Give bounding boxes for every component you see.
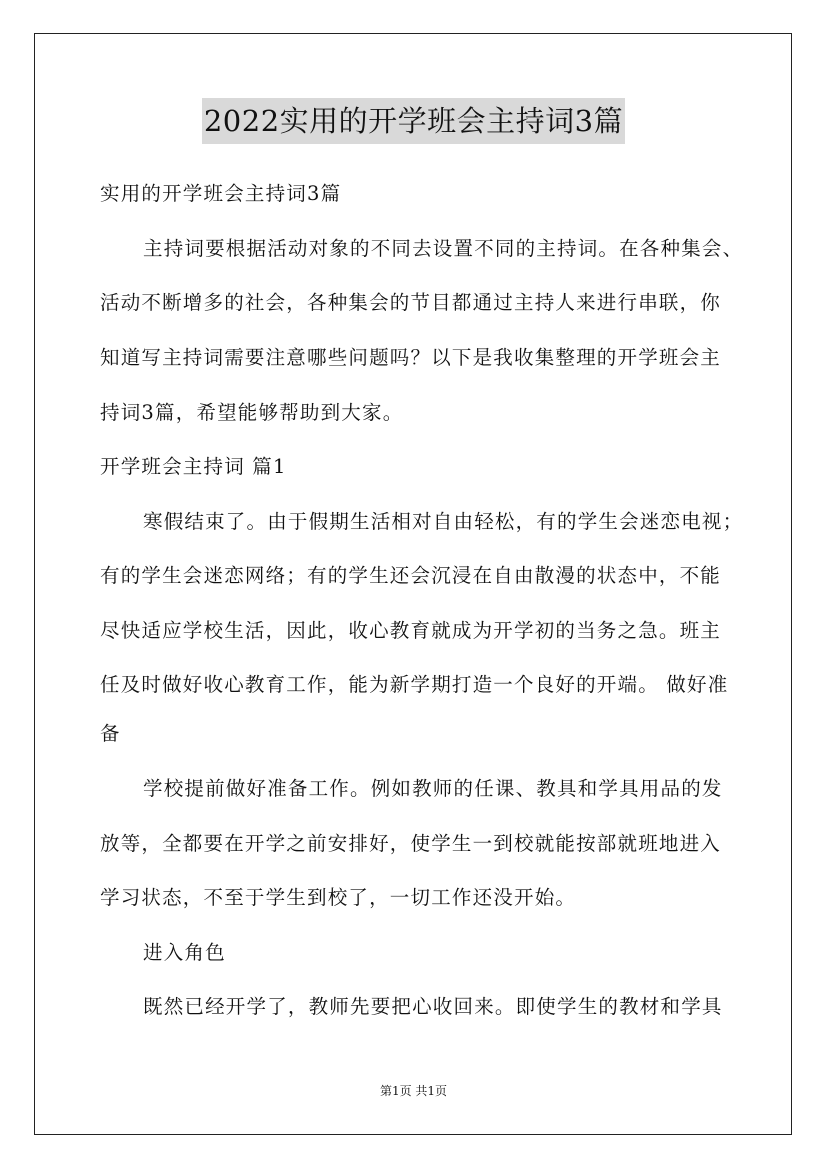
paragraph-line: 既然已经开学了，教师先要把心收回来。即使学生的教材和学具 — [143, 995, 723, 1018]
document-title: 2022实用的开学班会主持词3篇 — [202, 98, 625, 144]
paragraph-line: 备 — [100, 722, 121, 745]
paragraph-line: 尽快适应学校生活，因此，收心教育就成为开学初的当务之急。班主 — [100, 619, 722, 642]
subtitle-line: 实用的开学班会主持词3篇 — [100, 182, 342, 205]
section-heading: 开学班会主持词 篇1 — [100, 455, 287, 478]
paragraph-line: 活动不断增多的社会，各种集会的节目都通过主持人来进行串联，你 — [100, 291, 722, 314]
paragraph-line: 学习状态，不至于学生到校了，一切工作还没开始。 — [100, 886, 577, 909]
paragraph-line: 知道写主持词需要注意哪些问题吗？以下是我收集整理的开学班会主 — [100, 346, 722, 369]
paragraph-line: 持词3篇，希望能够帮助到大家。 — [100, 401, 404, 424]
paragraph-line: 任及时做好收心教育工作，能为新学期打造一个良好的开端。 做好准 — [100, 673, 729, 696]
paragraph-line: 寒假结束了。由于假期生活相对自由轻松，有的学生会迷恋电视； — [143, 510, 744, 533]
paragraph-line: 有的学生会迷恋网络；有的学生还会沉浸在自由散漫的状态中，不能 — [100, 564, 722, 587]
paragraph-line: 学校提前做好准备工作。例如教师的任课、教具和学具用品的发 — [143, 777, 723, 800]
page-footer: 第1页 共1页 — [379, 1084, 448, 1098]
title-wrap — [0, 98, 827, 144]
paragraph-line: 主持词要根据活动对象的不同去设置不同的主持词。在各种集会、 — [143, 237, 744, 260]
subheading-line: 进入角色 — [143, 941, 226, 964]
paragraph-line: 放等，全都要在开学之前安排好，使学生一到校就能按部就班地进入 — [100, 832, 722, 855]
